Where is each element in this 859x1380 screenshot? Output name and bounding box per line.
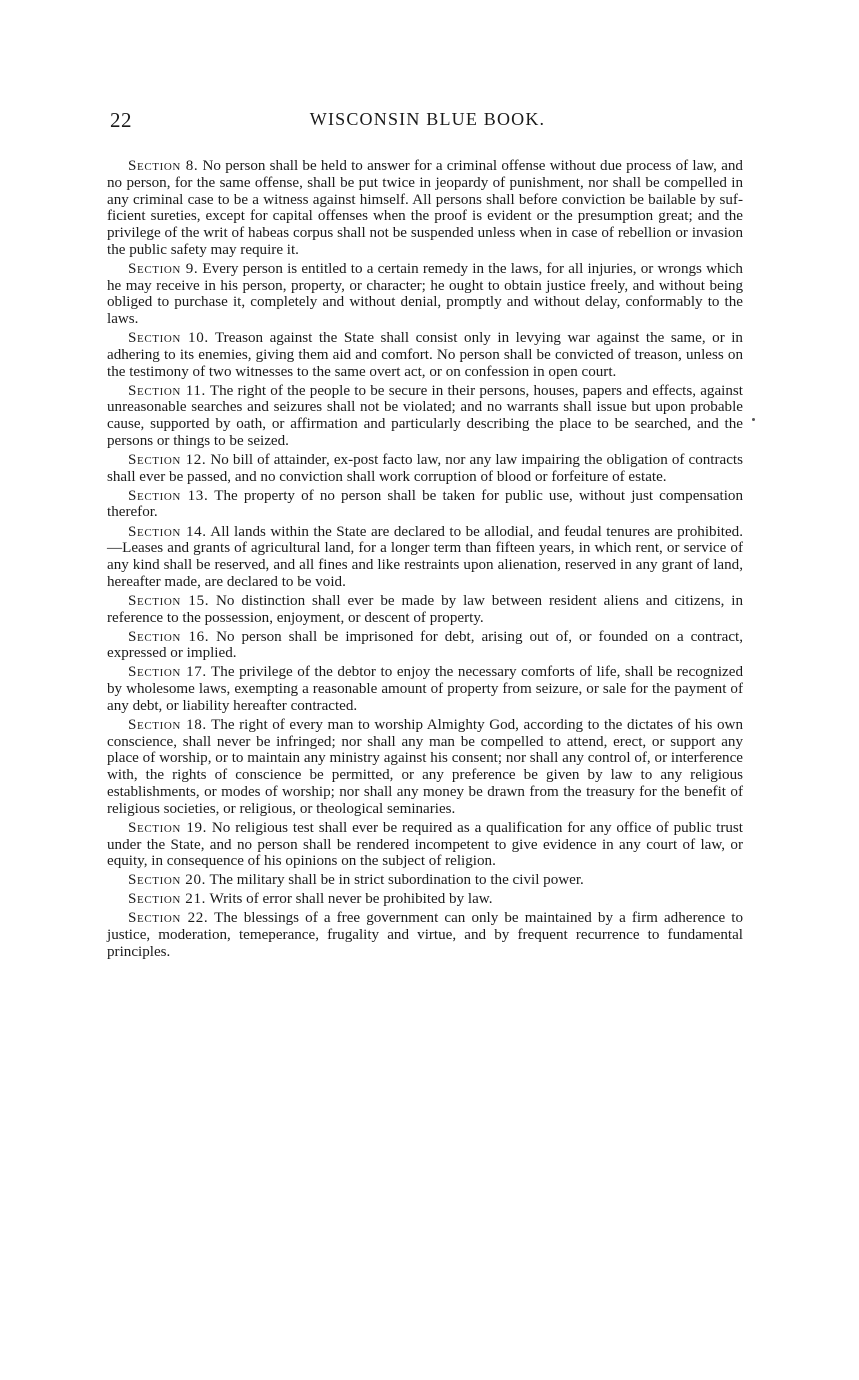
section-text: Every person is entitled to a certain remedy in the laws, for all injuries, or wrongs which he may receive in his person, property, or character; he ought to obtain justice freely, and without being obliged to purchase it, completely and without denial, promptly and without delay, conformably to the laws. <box>107 260 743 328</box>
section-label: Section 17. <box>128 664 207 681</box>
section-text: No distinction shall ever be made by law between resident aliens and citizens, in reference to the possession, enjoyment, or descent of property. <box>107 592 743 626</box>
section-label: Section 16. <box>128 628 210 645</box>
page-header <box>110 108 745 138</box>
print-speck <box>752 418 755 421</box>
section-label: Section 12. <box>128 451 207 468</box>
section-8 <box>107 158 743 259</box>
page-number: 22 <box>110 108 132 132</box>
section-text: The privilege of the debtor to enjoy the necessary comforts of life, shall be recognized by wholesome laws, exempting a reasonable amount of property from seizure, or sale for the payment of any debt, or liability hereafter contracted. <box>107 664 743 714</box>
section-21 <box>107 891 743 908</box>
section-9 <box>107 261 743 328</box>
section-text: No person shall be held to answer for a criminal offense without due process of law, and no person, for the same offense, shall be put twice in jeopardy of punishment, nor shall be compelled in any criminal case to be a witness against himself. All persons shall before conviction be bailable by sufficient sureties, except for capital offenses when the proof is evident or the presumption great; and the privilege of the writ of habeas corpus shall not be suspended unless when in case of rebellion or invasion the public safety may require it. <box>107 158 743 258</box>
section-label: Section 9. <box>128 260 199 277</box>
section-14 <box>107 524 743 591</box>
section-22 <box>107 910 743 960</box>
section-16 <box>107 629 743 663</box>
section-label: Section 10. <box>128 330 209 347</box>
section-label: Section 20. <box>128 872 206 889</box>
section-18 <box>107 717 743 818</box>
section-text: No person shall be imprisoned for debt, arising out of, or founded on a contract, expressed or implied. <box>107 628 743 662</box>
section-text: The right of every man to worship Almighty God, according to the dictates of his own conscience, shall never be infringed; nor shall any man be compelled to attend, erect, or support any place of worship, or to maintain any ministry against his consent; nor shall any control of, or interference with, the rights of conscience be permitted, or any preference be given by law to any religious establishments, or modes of worship; nor shall any money be drawn from the treasury for the benefit of religious societies, or religious, or theological seminaries. <box>107 716 743 817</box>
section-label: Section 21. <box>128 891 206 908</box>
section-label: Section 18. <box>128 716 207 733</box>
section-19 <box>107 820 743 870</box>
section-label: Section 15. <box>128 592 210 609</box>
section-text: The military shall be in strict subordination to the civil power. <box>209 872 584 889</box>
section-17 <box>107 664 743 714</box>
section-text: Writs of error shall never be prohibited by law. <box>209 891 493 908</box>
section-text: The right of the people to be secure in their persons, houses, papers and effects, against unreasonable searches and seizures shall not be violated; and no warrants shall issue but upon probable cause, supported by oath, or affirmation and particularly describing the place to be searched, and the persons or things to be seized. <box>107 382 743 449</box>
section-label: Section 19. <box>128 819 208 836</box>
section-text: No religious test shall ever be required as a qualification for any office of public trust under the State, and no person shall be rendered incompetent to give evidence in any court of law, or equity, in consequence of his opinions on the subject of religion. <box>107 819 743 870</box>
section-11 <box>107 383 743 450</box>
section-text: The property of no person shall be taken for public use, without just compensation therefor. <box>107 487 743 521</box>
section-label: Section 8. <box>128 158 199 174</box>
section-text: Treason against the State shall consist only in levying war against the same, or in adhering to its enemies, giving them aid and comfort. No person shall be convicted of treason, unless on the testimony of two witnesses to the same overt act, or on confession in open court. <box>107 330 743 380</box>
section-label: Section 22. <box>128 910 209 927</box>
section-label: Section 11. <box>128 382 206 399</box>
section-13 <box>107 488 743 522</box>
section-20 <box>107 872 743 889</box>
section-text: No bill of attainder, ex-post facto law, nor any law impairing the obligation of contracts shall ever be passed, and no conviction shall work corruption of blood or forfeiture of estate. <box>107 451 743 485</box>
constitution-text <box>107 158 743 963</box>
running-title: WISCONSIN BLUE BOOK. <box>309 109 546 129</box>
section-12 <box>107 452 743 486</box>
section-text: All lands within the State are declared to be allodial, and feudal tenures are prohibited.—Leases and grants of agricultural land, for a longer term than fifteen years, in which rent, or service of any kind shall be reserved, and all fines and like restraints upon alienation, reserved in any grant of land, hereafter made, are declared to be void. <box>107 523 743 590</box>
section-10 <box>107 330 743 380</box>
section-label: Section 13. <box>128 487 209 504</box>
section-label: Section 14. <box>128 523 207 540</box>
section-15 <box>107 593 743 627</box>
section-text: The blessings of a free government can only be maintained by a firm adherence to justice, moderation, temeperance, frugality and virtue, and by frequent recurrence to fundamental principles. <box>107 910 743 960</box>
